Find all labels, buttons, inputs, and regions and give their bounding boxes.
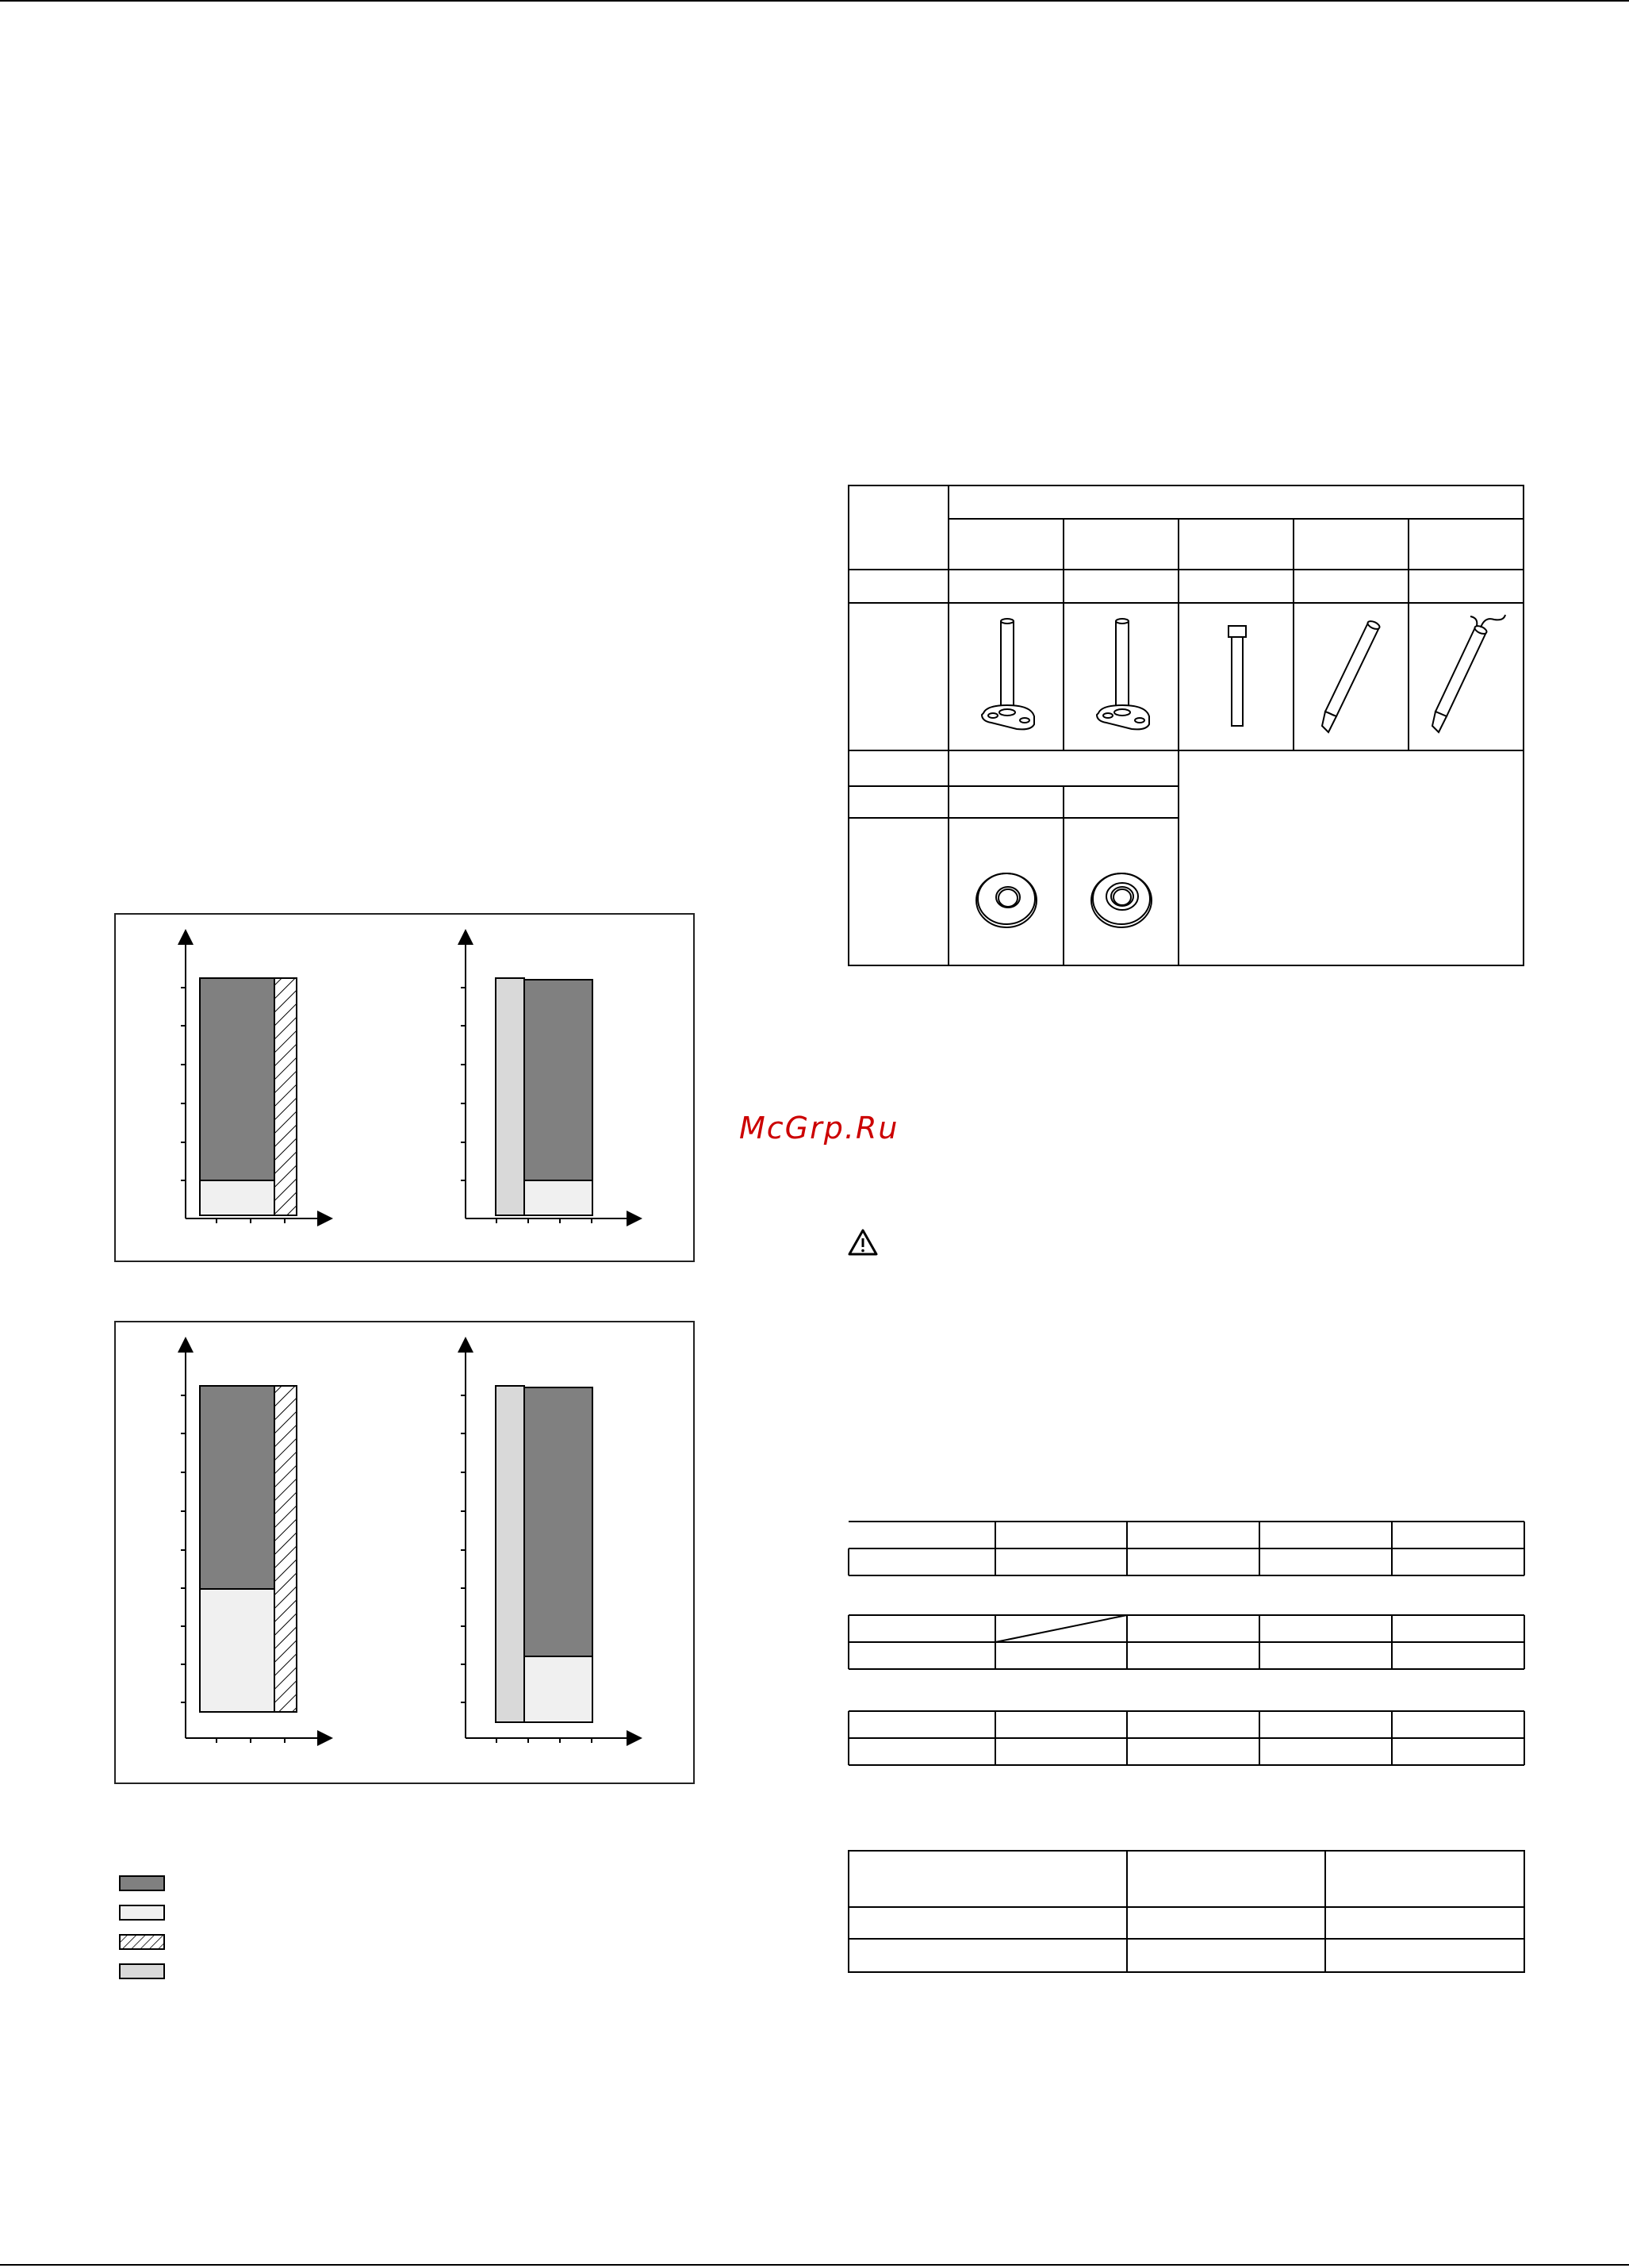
side-strip: [496, 978, 524, 1215]
main-block: [524, 1387, 592, 1656]
legend-swatch-hatched: [119, 1934, 165, 1950]
pipe-flange-icon: [1070, 612, 1173, 746]
diagram-panel-bottom: [114, 1321, 695, 1784]
hatched-strip: [274, 1386, 297, 1712]
block-diagram-top: [116, 915, 693, 1261]
main-block: [524, 980, 592, 1180]
top-rule: [0, 0, 1629, 2]
block-diagram-bottom: [116, 1322, 693, 1783]
lower-block: [200, 1589, 274, 1712]
bottom-rule: [0, 2264, 1629, 2266]
warning-triangle-icon: [847, 1228, 879, 1257]
parts-table: [848, 485, 1524, 966]
table-4: [848, 1850, 1525, 1974]
hatched-strip: [274, 978, 297, 1215]
watermark: McGrp.Ru: [739, 1111, 899, 1146]
probe-icon: [1300, 612, 1403, 746]
legend-swatch-grey: [119, 1963, 165, 1979]
lower-block: [200, 1180, 274, 1215]
flat-washer-icon: [955, 826, 1058, 961]
legend-swatch-light: [119, 1905, 165, 1921]
legend-swatch-dark: [119, 1875, 165, 1891]
main-block: [200, 1386, 274, 1589]
lower-block: [524, 1656, 592, 1722]
pipe-flange-icon: [955, 612, 1058, 746]
probe-with-cable-icon: [1415, 612, 1518, 746]
lower-block: [524, 1180, 592, 1215]
diagram-panel-top: [114, 913, 695, 1262]
table-1: [848, 1520, 1525, 1577]
main-block: [200, 978, 274, 1180]
pipe-stub-icon: [1185, 612, 1288, 746]
table-3: [848, 1710, 1525, 1767]
side-strip: [496, 1386, 524, 1722]
table-2: [848, 1614, 1525, 1671]
grooved-washer-icon: [1070, 826, 1173, 961]
